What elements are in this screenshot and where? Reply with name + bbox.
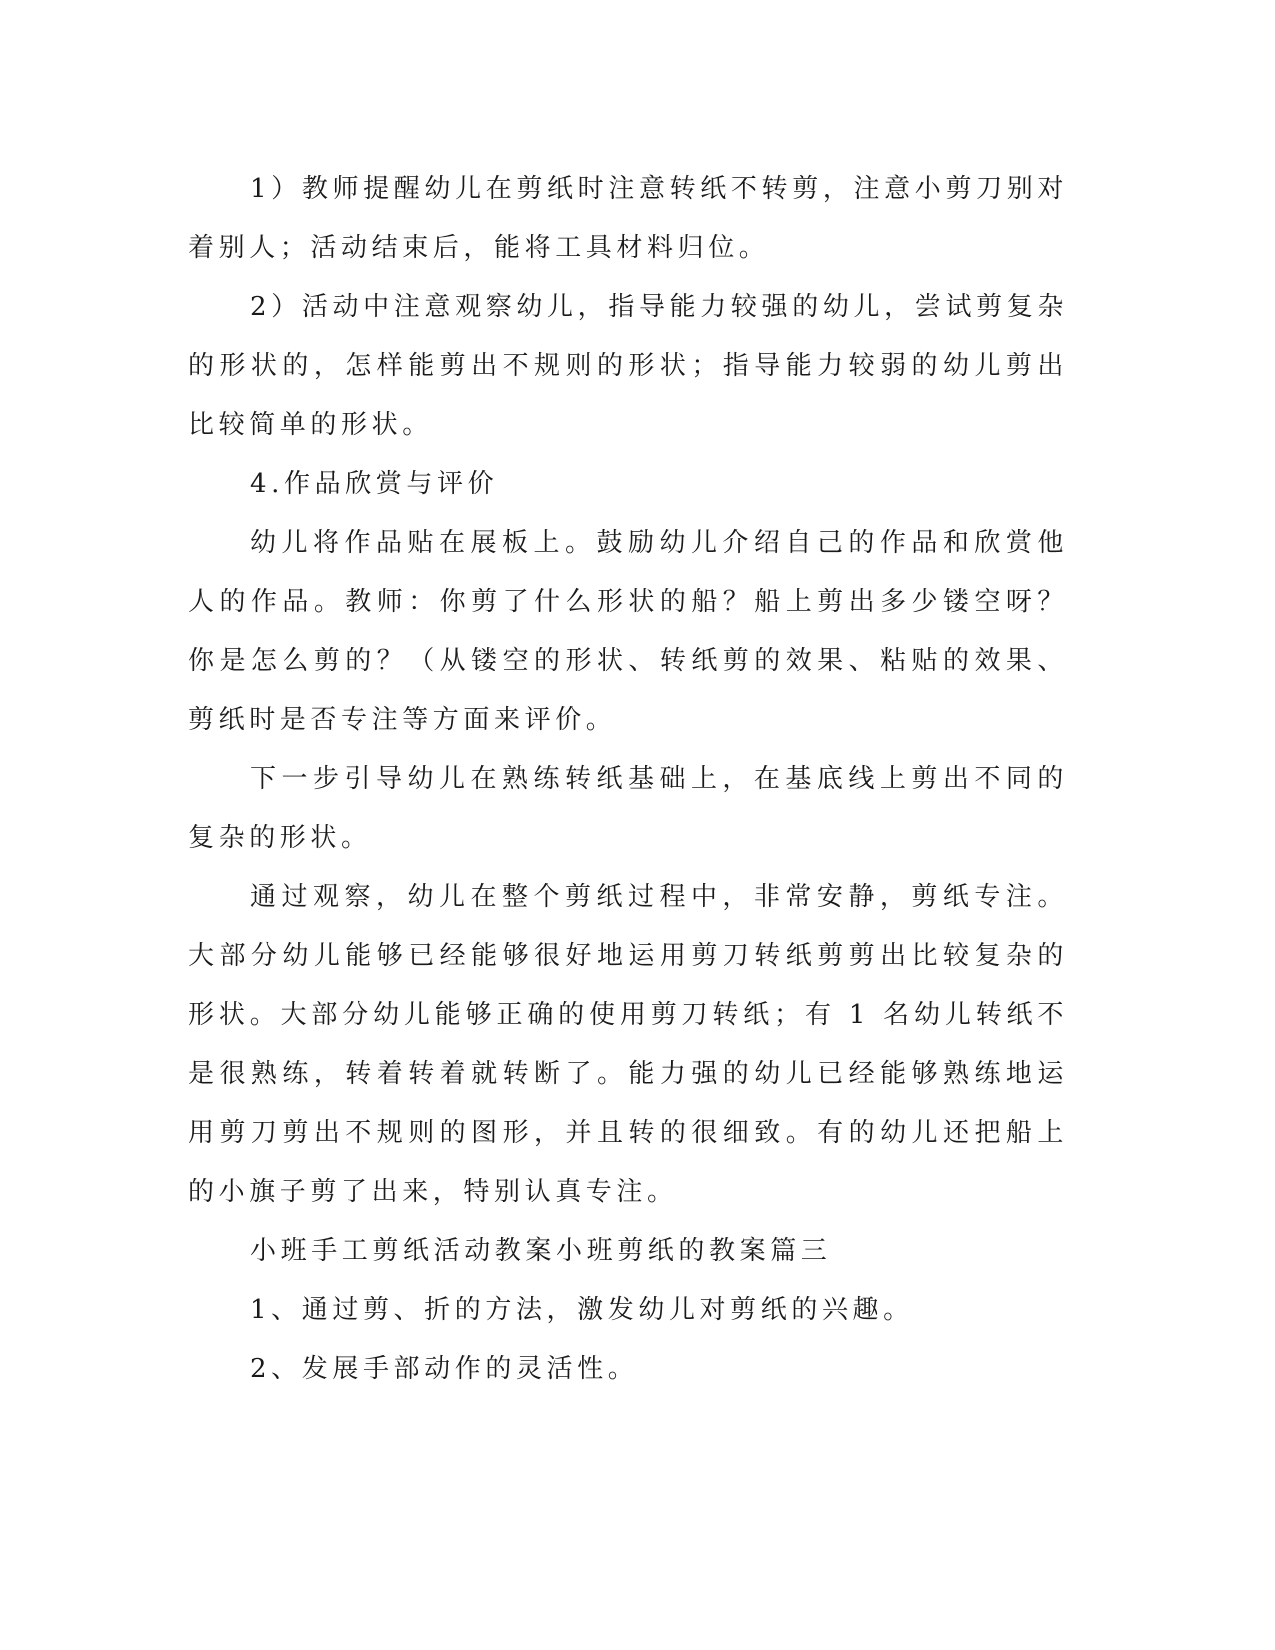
paragraph-reflection: 通过观察，幼儿在整个剪纸过程中，非常安静，剪纸专注。大部分幼儿能够已经能够很好地运用剪刀转纸剪剪出比较复杂的形状。大部分幼儿能够正确的使用剪刀转纸；有 1 名幼儿转纸不是很熟练，转着转着就转断了。能力强的幼儿已经能够熟练地运用剪刀剪出不规则的图形，并且转的很细致。有的幼儿还把船上的小旗子剪了出来，特别认真专注。: [188, 882, 1068, 1207]
paragraph-observation-guidance: 2）活动中注意观察幼儿，指导能力较强的幼儿，尝试剪复杂的形状的，怎样能剪出不规则的形状；指导能力较弱的幼儿剪出比较简单的形状。: [188, 292, 1068, 440]
section-heading-appreciation: 4.作品欣赏与评价: [250, 469, 499, 499]
paragraph-safety-reminder: 1）教师提醒幼儿在剪纸时注意转纸不转剪，注意小剪刀别对着别人；活动结束后，能将工具材料归位。: [188, 174, 1068, 263]
paragraph-goal-one: 1、通过剪、折的方法，激发幼儿对剪纸的兴趣。: [250, 1295, 914, 1325]
section-heading-lesson-three: 小班手工剪纸活动教案小班剪纸的教案篇三: [250, 1236, 832, 1266]
paragraph-work-display: 幼儿将作品贴在展板上。鼓励幼儿介绍自己的作品和欣赏他人的作品。教师：你剪了什么形状的船？船上剪出多少镂空呀？你是怎么剪的？（从镂空的形状、转纸剪的效果、粘贴的效果、剪纸时是否专注等方面来评价。: [188, 528, 1068, 735]
paragraph-goal-two: 2、发展手部动作的灵活性。: [250, 1354, 639, 1384]
document-body: [188, 160, 1068, 1399]
paragraph-next-step: 下一步引导幼儿在熟练转纸基础上，在基底线上剪出不同的复杂的形状。: [188, 764, 1068, 853]
